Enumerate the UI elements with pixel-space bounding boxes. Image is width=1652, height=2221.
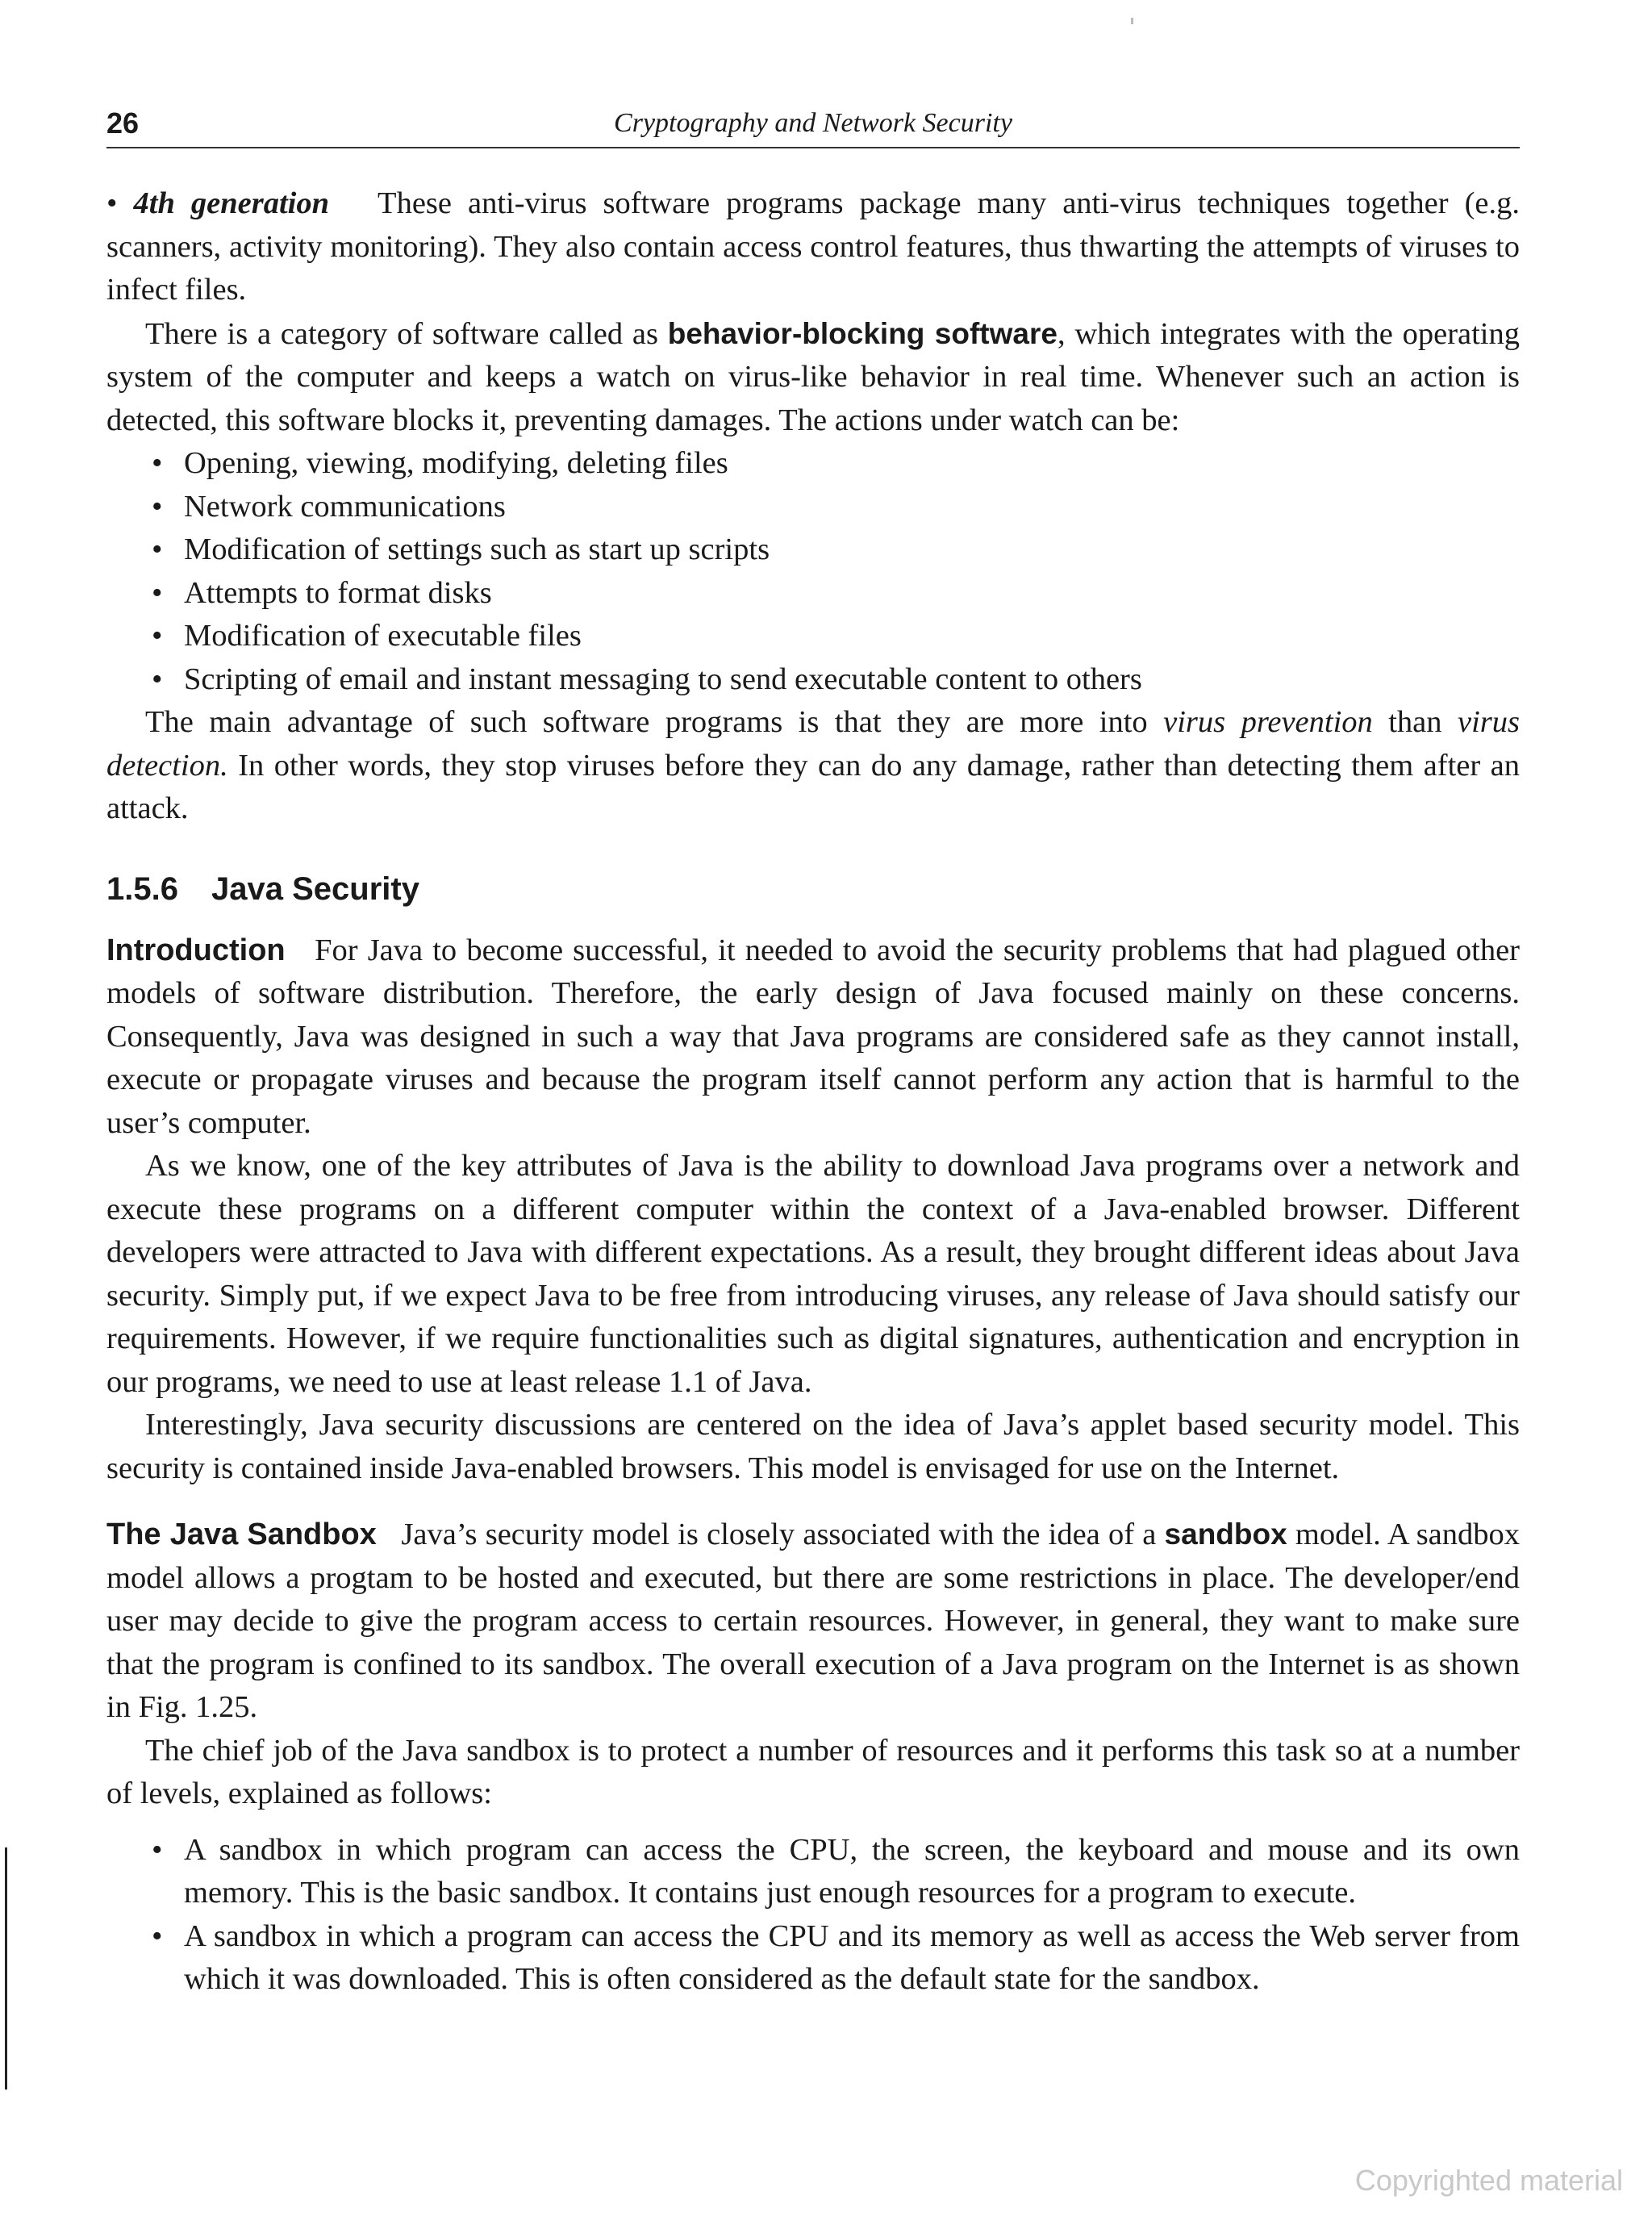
list-item-text: A sandbox in which a program can access the CPU and its memory as well as access the Web server from which it was downloaded. This is often considered as the default state for the sandbox. [184,1918,1520,1996]
list-item [106,442,1520,486]
scan-speck [1131,18,1133,24]
list-item [106,658,1520,702]
introduction-text: For Java to become successful, it needed to avoid the security problems that had plagued other models of software distribution. Therefore, the early design of Java focused mainly on these concerns. Consequently, Java was designed in such a way that Java programs are considered safe as they cannot install, execute or propagate viruses and because the program itself cannot perform any action that is harmful to the user’s computer. [106,933,1520,1140]
advantage-paragraph [106,701,1520,831]
list-item-text: Attempts to format disks [184,575,492,610]
bullet-icon: • [152,532,163,566]
list-item [106,572,1520,616]
fourth-generation-text: These anti-virus software programs package many anti-virus techniques together (e.g. scanners, activity monitoring). They also contain access control features, thus thwarting the attempts of viruses to infect files. [106,186,1520,307]
book-title: Cryptography and Network Security [614,108,1012,138]
copyright-watermark: Copyrighted material [1354,2164,1623,2197]
introduction-paragraph [106,929,1520,1146]
list-item-text: Modification of settings such as start up scripts [184,532,770,566]
sandbox-levels-list [106,1829,1520,2002]
list-item-text: Network communications [184,489,506,524]
gen-bullet: • [106,186,118,220]
list-item [106,1829,1520,1915]
virus-prevention-term: virus prevention [1163,705,1373,739]
sandbox-paragraph [106,1513,1520,1730]
virus-detection-term: virus detection. [106,705,1520,783]
bullet-icon: • [152,489,163,524]
behavior-blocking-post: , which integrates with the operating system of the computer and keeps a watch on virus-like behavior in real time. Whenever such an action is detected, this software blocks it, preventing damages. The actions under watch can be: [106,316,1520,437]
bullet-icon: • [152,662,163,696]
introduction-label: Introduction [106,933,286,967]
list-item-text: Scripting of email and instant messaging to send executable content to others [184,662,1142,696]
page-number: 26 [106,106,140,140]
download-paragraph: As we know, one of the key attributes of Java is the ability to download Java programs over a network and execute these programs on a different computer within the context of a Java-enabled browser. Different developers were attracted to Java with different expectations. As a result, they brought different ideas about Java security. Simply put, if we expect Java to be free from introducing viruses, any release of Java should satisfy our requirements. However, if we require functionalities such as digital signatures, authentication and encryption in our programs, we need to use at least release 1.1 of Java. [106,1149,1520,1399]
behavior-blocking-paragraph [106,312,1520,443]
sandbox-post: model. A sandbox model allows a progtam to be hosted and executed, but there are some restrictions in place. The developer/end user may decide to give the program access to certain resources. However, in general, they want to make sure that the program is confined to its sandbox. The overall execution of a Java program on the Internet is as shown in Fig. 1.25. [106,1518,1521,1724]
watch-actions-list [106,442,1520,701]
section-title: Java Security [211,870,419,907]
bullet-icon: • [152,1918,163,1953]
scan-edge-mark [5,1847,7,2089]
section-number: 1.5.6 [106,870,178,907]
bullet-icon: • [152,619,163,653]
behavior-blocking-pre: There is a category of software called as [145,316,668,351]
sandbox-term: sandbox [1164,1518,1287,1551]
list-item-text: Modification of executable files [184,619,582,653]
sandbox-label: The Java Sandbox [106,1518,377,1551]
bullet-icon: • [152,575,163,610]
list-item [106,1915,1520,2002]
list-item-text: Opening, viewing, modifying, deleting files [184,446,728,480]
fourth-generation-term: 4th generation [133,186,329,220]
page-body [106,182,1520,2002]
advantage-post: In other words, they stop viruses before they can do any damage, rather than detecting them after an attack. [106,748,1520,825]
advantage-mid: than [1372,705,1458,739]
applet-model-paragraph: Interestingly, Java security discussions are centered on the idea of Java’s applet based security model. This security is contained inside Java-enabled browsers. This model is envisaged for use on the Internet. [106,1408,1520,1485]
chief-job-paragraph: The chief job of the Java sandbox is to protect a number of resources and it performs this task so at a number of levels, explained as follows: [106,1733,1520,1810]
bullet-icon: • [152,1832,163,1867]
list-item [106,528,1520,572]
list-item [106,615,1520,658]
running-head [106,103,1520,148]
list-item-text: A sandbox in which program can access the CPU, the screen, the keyboard and mouse and its own memory. This is the basic sandbox. It contains just enough resources for a program to execute. [184,1832,1520,1910]
sandbox-pre: Java’s security model is closely associated with the idea of a [401,1518,1165,1551]
advantage-pre: The main advantage of such software programs is that they are more into [145,705,1164,739]
section-heading [106,866,1520,912]
bullet-icon: • [152,446,163,480]
fourth-generation-paragraph [106,182,1520,312]
behavior-blocking-term: behavior-blocking software [667,316,1058,350]
list-item [106,486,1520,529]
